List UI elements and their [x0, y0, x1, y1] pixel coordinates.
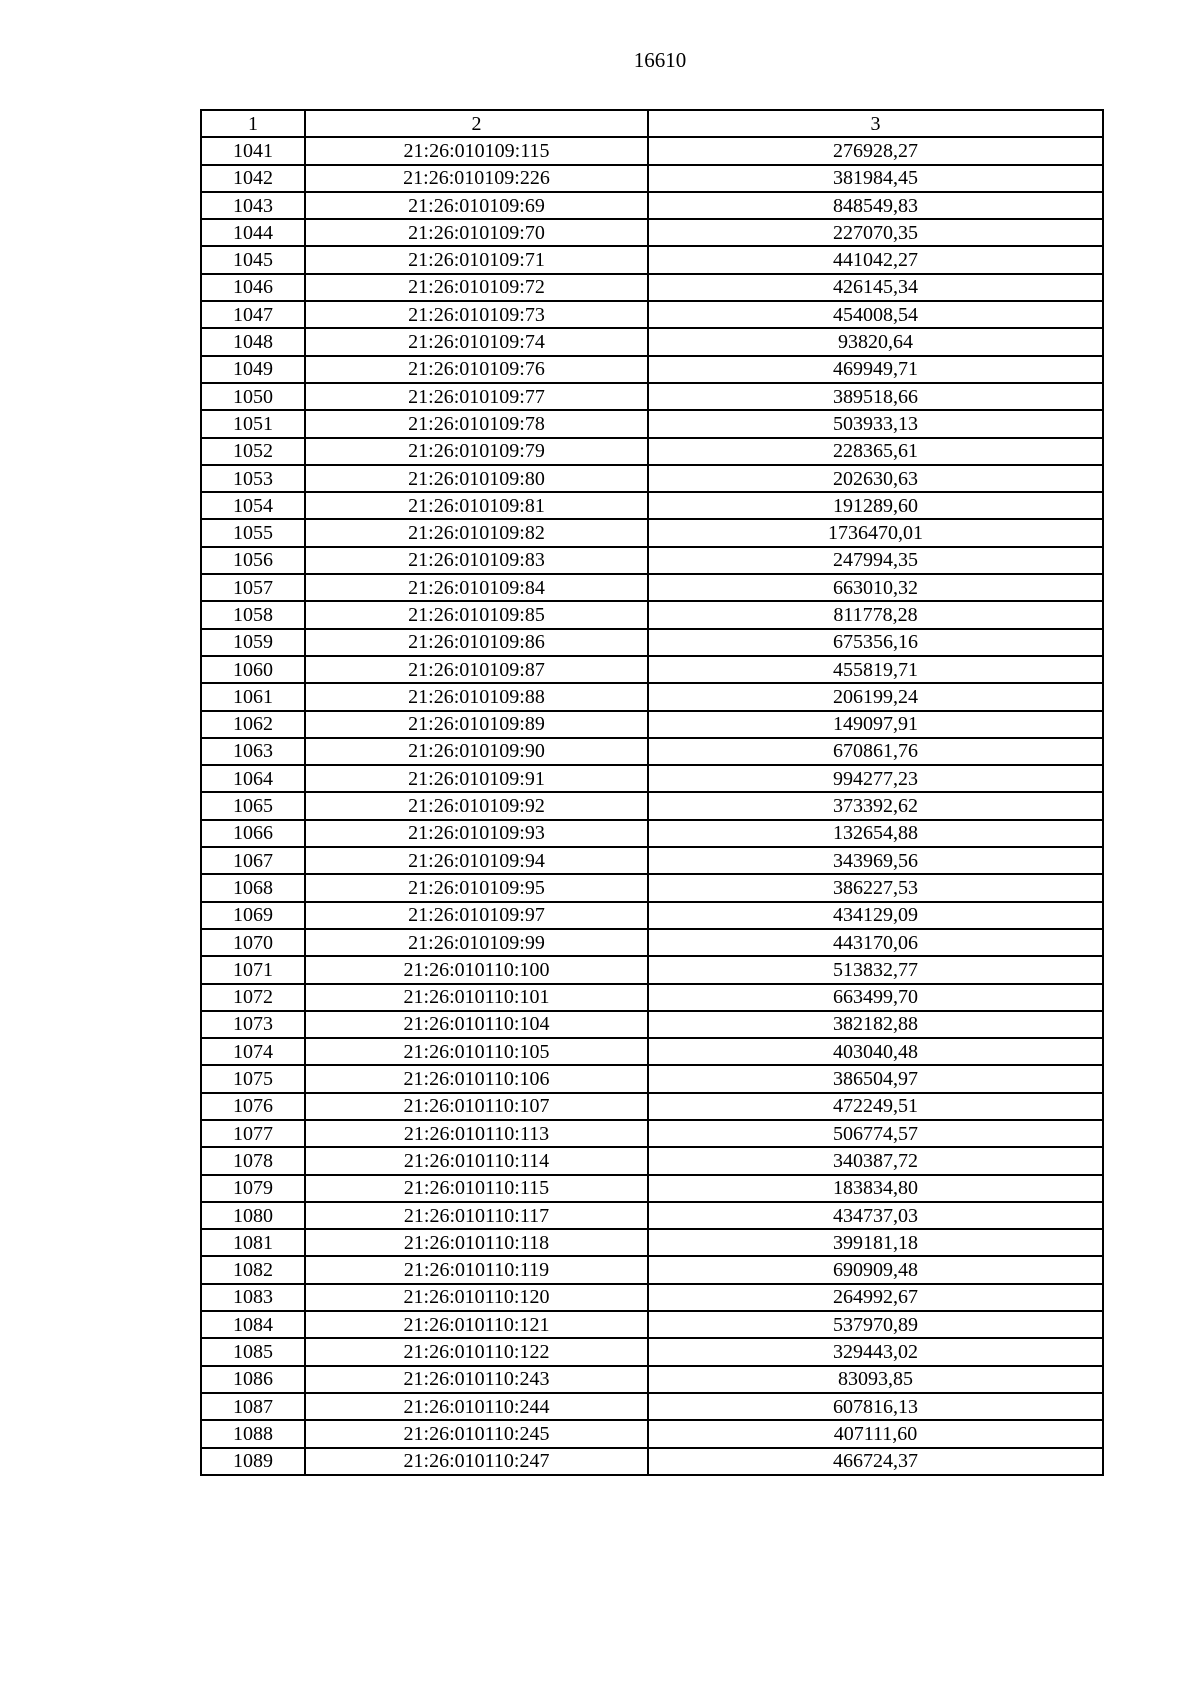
table-row: [201, 1284, 1103, 1311]
table-row: [201, 383, 1103, 410]
table-row: [201, 165, 1103, 192]
cadastral-number-cell: 21:26:010110:122: [305, 1338, 648, 1365]
cadastral-value-cell: 670861,76: [648, 738, 1103, 765]
cadastral-number-cell: 21:26:010109:88: [305, 683, 648, 710]
row-number-cell: 1086: [201, 1366, 305, 1393]
row-number-cell: 1067: [201, 847, 305, 874]
table-row: [201, 820, 1103, 847]
row-number-cell: 1080: [201, 1202, 305, 1229]
table-row: [201, 1311, 1103, 1338]
cadastral-value-cell: 537970,89: [648, 1311, 1103, 1338]
table-row: [201, 1147, 1103, 1174]
table-body: [201, 110, 1103, 1475]
row-number-cell: 1058: [201, 601, 305, 628]
cadastral-number-cell: 21:26:010110:118: [305, 1229, 648, 1256]
cadastral-number-cell: 21:26:010109:77: [305, 383, 648, 410]
cadastral-value-cell: 247994,35: [648, 547, 1103, 574]
row-number-cell: 1057: [201, 574, 305, 601]
table-row: [201, 1202, 1103, 1229]
row-number-cell: 1065: [201, 792, 305, 819]
cadastral-value-cell: 206199,24: [648, 683, 1103, 710]
table-row: [201, 1448, 1103, 1475]
row-number-cell: 1068: [201, 874, 305, 901]
row-number-cell: 1041: [201, 137, 305, 164]
cadastral-number-cell: 21:26:010109:84: [305, 574, 648, 601]
cadastral-value-table: [200, 109, 1104, 1476]
cadastral-number-cell: 21:26:010109:89: [305, 711, 648, 738]
table-row: [201, 1120, 1103, 1147]
table-row: [201, 547, 1103, 574]
table-row: [201, 956, 1103, 983]
row-number-cell: 1062: [201, 711, 305, 738]
cadastral-number-cell: 21:26:010109:79: [305, 438, 648, 465]
table-row: [201, 1011, 1103, 1038]
cadastral-value-cell: 503933,13: [648, 410, 1103, 437]
row-number-cell: 1087: [201, 1393, 305, 1420]
cadastral-number-cell: 21:26:010109:74: [305, 328, 648, 355]
header-cell-1: 1: [201, 110, 305, 137]
cadastral-number-cell: 21:26:010109:115: [305, 137, 648, 164]
row-number-cell: 1061: [201, 683, 305, 710]
table-row: [201, 683, 1103, 710]
cadastral-value-cell: 399181,18: [648, 1229, 1103, 1256]
table-row: [201, 574, 1103, 601]
table-row: [201, 601, 1103, 628]
cadastral-number-cell: 21:26:010110:115: [305, 1175, 648, 1202]
cadastral-value-cell: 227070,35: [648, 219, 1103, 246]
cadastral-number-cell: 21:26:010109:76: [305, 356, 648, 383]
cadastral-number-cell: 21:26:010110:117: [305, 1202, 648, 1229]
cadastral-number-cell: 21:26:010110:114: [305, 1147, 648, 1174]
row-number-cell: 1083: [201, 1284, 305, 1311]
cadastral-value-cell: 690909,48: [648, 1256, 1103, 1283]
row-number-cell: 1089: [201, 1448, 305, 1475]
table-row: [201, 410, 1103, 437]
cadastral-number-cell: 21:26:010109:81: [305, 492, 648, 519]
cadastral-value-cell: 472249,51: [648, 1093, 1103, 1120]
row-number-cell: 1077: [201, 1120, 305, 1147]
cadastral-value-cell: 455819,71: [648, 656, 1103, 683]
cadastral-value-cell: 848549,83: [648, 192, 1103, 219]
cadastral-value-cell: 443170,06: [648, 929, 1103, 956]
row-number-cell: 1081: [201, 1229, 305, 1256]
row-number-cell: 1084: [201, 1311, 305, 1338]
row-number-cell: 1088: [201, 1420, 305, 1447]
table-row: [201, 1229, 1103, 1256]
cadastral-value-cell: 506774,57: [648, 1120, 1103, 1147]
cadastral-number-cell: 21:26:010109:94: [305, 847, 648, 874]
table-row: [201, 792, 1103, 819]
table-row: [201, 1175, 1103, 1202]
cadastral-number-cell: 21:26:010109:86: [305, 629, 648, 656]
row-number-cell: 1076: [201, 1093, 305, 1120]
cadastral-value-cell: 454008,54: [648, 301, 1103, 328]
table-row: [201, 1420, 1103, 1447]
table-row: [201, 847, 1103, 874]
cadastral-number-cell: 21:26:010110:106: [305, 1065, 648, 1092]
cadastral-value-cell: 1736470,01: [648, 519, 1103, 546]
cadastral-number-cell: 21:26:010110:113: [305, 1120, 648, 1147]
cadastral-number-cell: 21:26:010109:78: [305, 410, 648, 437]
cadastral-value-cell: 675356,16: [648, 629, 1103, 656]
cadastral-value-cell: 403040,48: [648, 1038, 1103, 1065]
cadastral-number-cell: 21:26:010109:85: [305, 601, 648, 628]
cadastral-number-cell: 21:26:010110:120: [305, 1284, 648, 1311]
cadastral-number-cell: 21:26:010110:247: [305, 1448, 648, 1475]
table-row: [201, 301, 1103, 328]
row-number-cell: 1047: [201, 301, 305, 328]
cadastral-value-cell: 663499,70: [648, 984, 1103, 1011]
row-number-cell: 1072: [201, 984, 305, 1011]
cadastral-number-cell: 21:26:010109:95: [305, 874, 648, 901]
cadastral-number-cell: 21:26:010109:91: [305, 765, 648, 792]
cadastral-value-cell: 663010,32: [648, 574, 1103, 601]
row-number-cell: 1046: [201, 274, 305, 301]
cadastral-number-cell: 21:26:010109:83: [305, 547, 648, 574]
cadastral-value-cell: 389518,66: [648, 383, 1103, 410]
row-number-cell: 1073: [201, 1011, 305, 1038]
cadastral-value-cell: 149097,91: [648, 711, 1103, 738]
table-row: [201, 246, 1103, 273]
table-row: [201, 874, 1103, 901]
row-number-cell: 1060: [201, 656, 305, 683]
row-number-cell: 1070: [201, 929, 305, 956]
cadastral-value-cell: 264992,67: [648, 1284, 1103, 1311]
table-row: [201, 1366, 1103, 1393]
table-row: [201, 328, 1103, 355]
cadastral-number-cell: 21:26:010110:121: [305, 1311, 648, 1338]
table-row: [201, 765, 1103, 792]
table-row: [201, 656, 1103, 683]
cadastral-value-cell: 426145,34: [648, 274, 1103, 301]
row-number-cell: 1048: [201, 328, 305, 355]
row-number-cell: 1063: [201, 738, 305, 765]
cadastral-value-cell: 381984,45: [648, 165, 1103, 192]
cadastral-value-cell: 441042,27: [648, 246, 1103, 273]
cadastral-value-cell: 228365,61: [648, 438, 1103, 465]
row-number-cell: 1050: [201, 383, 305, 410]
cadastral-value-cell: 329443,02: [648, 1338, 1103, 1365]
row-number-cell: 1085: [201, 1338, 305, 1365]
cadastral-value-cell: 382182,88: [648, 1011, 1103, 1038]
cadastral-number-cell: 21:26:010110:101: [305, 984, 648, 1011]
table-row: [201, 929, 1103, 956]
cadastral-number-cell: 21:26:010109:93: [305, 820, 648, 847]
table-row: [201, 219, 1103, 246]
row-number-cell: 1052: [201, 438, 305, 465]
table-row: [201, 629, 1103, 656]
cadastral-number-cell: 21:26:010110:245: [305, 1420, 648, 1447]
table-row: [201, 1038, 1103, 1065]
cadastral-number-cell: 21:26:010109:73: [305, 301, 648, 328]
cadastral-value-cell: 407111,60: [648, 1420, 1103, 1447]
row-number-cell: 1069: [201, 902, 305, 929]
row-number-cell: 1066: [201, 820, 305, 847]
cadastral-value-cell: 276928,27: [648, 137, 1103, 164]
table-row: [201, 274, 1103, 301]
row-number-cell: 1049: [201, 356, 305, 383]
cadastral-value-cell: 811778,28: [648, 601, 1103, 628]
cadastral-number-cell: 21:26:010109:82: [305, 519, 648, 546]
table-row: [201, 492, 1103, 519]
cadastral-number-cell: 21:26:010109:70: [305, 219, 648, 246]
cadastral-number-cell: 21:26:010109:71: [305, 246, 648, 273]
cadastral-number-cell: 21:26:010110:104: [305, 1011, 648, 1038]
cadastral-number-cell: 21:26:010109:87: [305, 656, 648, 683]
table-row: [201, 519, 1103, 546]
table-row: [201, 1256, 1103, 1283]
cadastral-value-cell: 93820,64: [648, 328, 1103, 355]
table-row: [201, 1065, 1103, 1092]
cadastral-number-cell: 21:26:010110:100: [305, 956, 648, 983]
table-row: [201, 1393, 1103, 1420]
cadastral-value-cell: 434737,03: [648, 1202, 1103, 1229]
cadastral-value-cell: 343969,56: [648, 847, 1103, 874]
cadastral-number-cell: 21:26:010109:97: [305, 902, 648, 929]
table-row: [201, 1338, 1103, 1365]
row-number-cell: 1044: [201, 219, 305, 246]
cadastral-value-cell: 466724,37: [648, 1448, 1103, 1475]
cadastral-number-cell: 21:26:010110:244: [305, 1393, 648, 1420]
row-number-cell: 1053: [201, 465, 305, 492]
table-row: [201, 902, 1103, 929]
row-number-cell: 1051: [201, 410, 305, 437]
page-number: 16610: [633, 48, 687, 72]
cadastral-number-cell: 21:26:010109:92: [305, 792, 648, 819]
cadastral-number-cell: 21:26:010109:90: [305, 738, 648, 765]
row-number-cell: 1059: [201, 629, 305, 656]
cadastral-number-cell: 21:26:010109:80: [305, 465, 648, 492]
cadastral-value-cell: 191289,60: [648, 492, 1103, 519]
cadastral-value-cell: 607816,13: [648, 1393, 1103, 1420]
table-row: [201, 1093, 1103, 1120]
cadastral-value-cell: 469949,71: [648, 356, 1103, 383]
table-row: [201, 137, 1103, 164]
row-number-cell: 1079: [201, 1175, 305, 1202]
table-row: [201, 711, 1103, 738]
row-number-cell: 1075: [201, 1065, 305, 1092]
header-cell-3: 3: [648, 110, 1103, 137]
table-row: [201, 438, 1103, 465]
row-number-cell: 1042: [201, 165, 305, 192]
table-header-row: [201, 110, 1103, 137]
cadastral-number-cell: 21:26:010109:99: [305, 929, 648, 956]
row-number-cell: 1082: [201, 1256, 305, 1283]
cadastral-number-cell: 21:26:010109:226: [305, 165, 648, 192]
cadastral-number-cell: 21:26:010109:69: [305, 192, 648, 219]
cadastral-value-cell: 202630,63: [648, 465, 1103, 492]
row-number-cell: 1054: [201, 492, 305, 519]
table-row: [201, 356, 1103, 383]
cadastral-value-cell: 373392,62: [648, 792, 1103, 819]
row-number-cell: 1045: [201, 246, 305, 273]
cadastral-value-cell: 132654,88: [648, 820, 1103, 847]
cadastral-value-cell: 513832,77: [648, 956, 1103, 983]
row-number-cell: 1078: [201, 1147, 305, 1174]
row-number-cell: 1064: [201, 765, 305, 792]
cadastral-number-cell: 21:26:010109:72: [305, 274, 648, 301]
row-number-cell: 1074: [201, 1038, 305, 1065]
table-row: [201, 192, 1103, 219]
cadastral-value-cell: 386504,97: [648, 1065, 1103, 1092]
cadastral-number-cell: 21:26:010110:243: [305, 1366, 648, 1393]
cadastral-number-cell: 21:26:010110:119: [305, 1256, 648, 1283]
row-number-cell: 1055: [201, 519, 305, 546]
table-row: [201, 738, 1103, 765]
cadastral-value-cell: 183834,80: [648, 1175, 1103, 1202]
cadastral-value-cell: 83093,85: [648, 1366, 1103, 1393]
cadastral-number-cell: 21:26:010110:105: [305, 1038, 648, 1065]
cadastral-value-cell: 386227,53: [648, 874, 1103, 901]
row-number-cell: 1056: [201, 547, 305, 574]
row-number-cell: 1071: [201, 956, 305, 983]
row-number-cell: 1043: [201, 192, 305, 219]
cadastral-value-cell: 340387,72: [648, 1147, 1103, 1174]
cadastral-number-cell: 21:26:010110:107: [305, 1093, 648, 1120]
cadastral-value-cell: 994277,23: [648, 765, 1103, 792]
table-row: [201, 984, 1103, 1011]
table-row: [201, 465, 1103, 492]
header-cell-2: 2: [305, 110, 648, 137]
cadastral-value-cell: 434129,09: [648, 902, 1103, 929]
